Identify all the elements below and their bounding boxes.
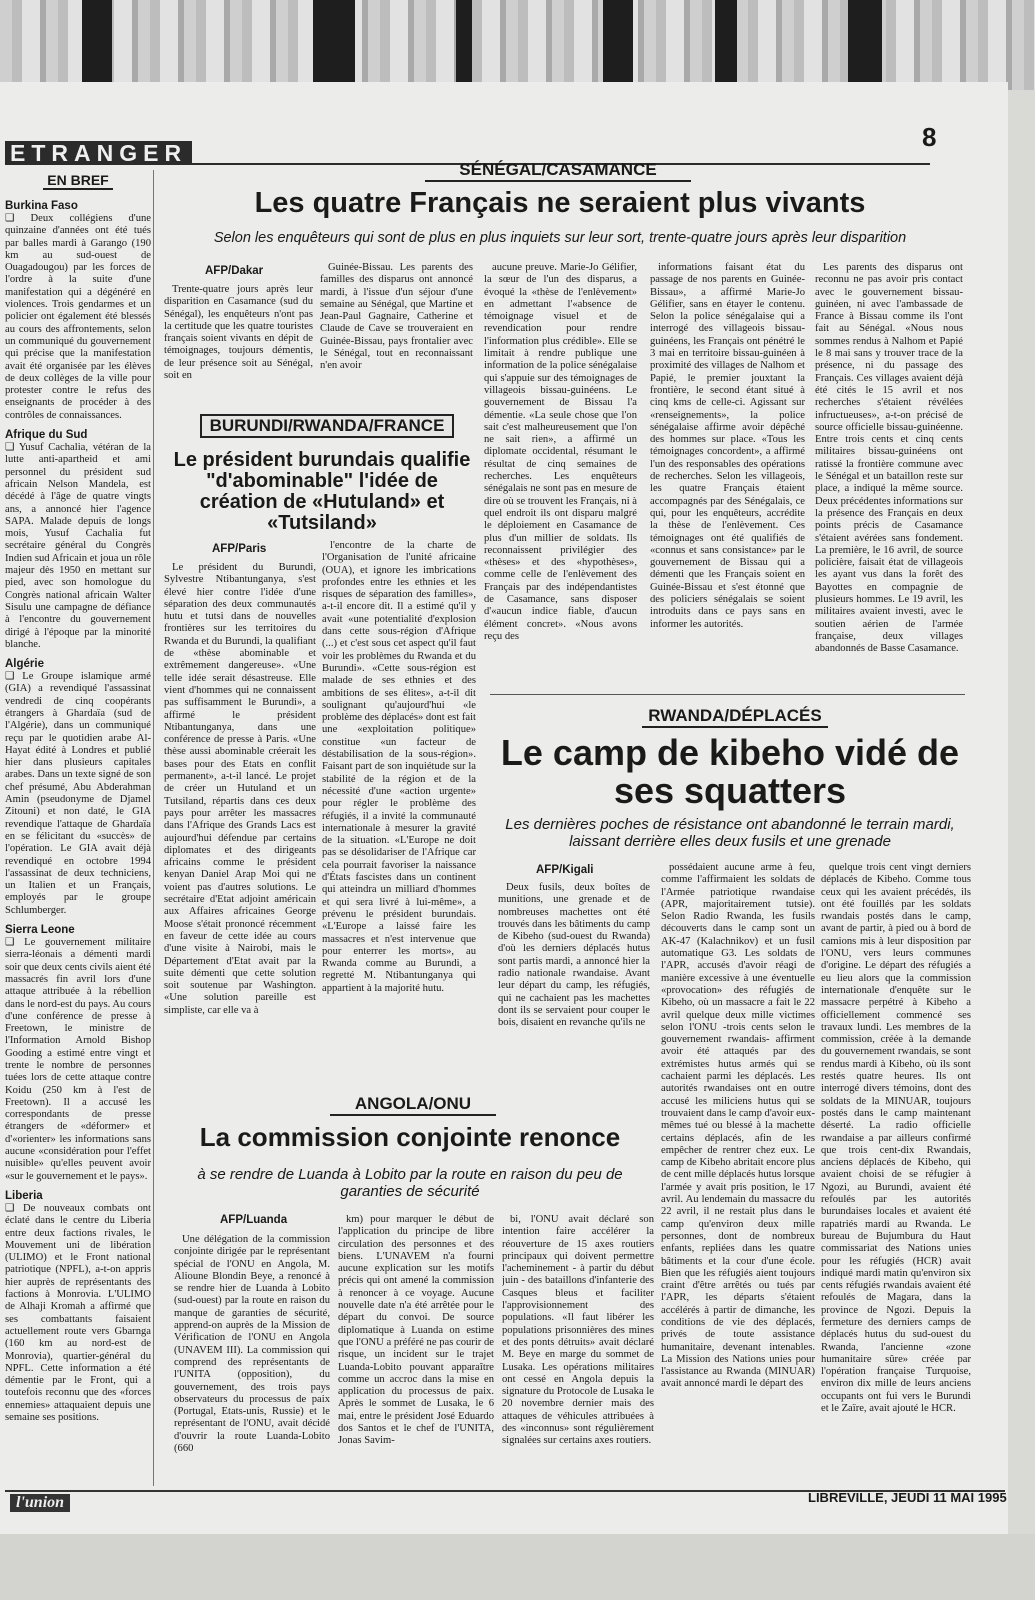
article-text: bi, l'ONU avait déclaré son intention faire accélérer la réouverture de 15 axes routiers principaux qui doivent permettre l'acheminement - à partir du début juin - des bataillons d'infanterie des Casques bleus et faciliter l'approvisionnement des populations. «Il faut libérer les populations prisonnières des mines et des ponts détruits» avait déclaré M. Beye en marge du sommet de Lusaka. Les opérations militaires ont cessé en Angola depuis la signature du Protocole de Lusaka le 20 novembre dernier mais des attaques de véhicules attribuées à des «inconnus» sont régulièrement signalées sur certains axes routiers. xyxy=(502,1214,654,1447)
article-headline: Le président burundais qualifie "d'abominable" l'idée de création de «Hutuland» et «Tutsiland» xyxy=(173,449,471,534)
article-text: Une délégation de la commission conjointe dirigée par le représentant spécial de l'ONU en Angola, M. Alioune Blondin Beye, a renoncé à se rendre hier de Luanda à Lobito (sud-ouest) par la route en raison du manque de garanties de sécurité, apprend-on auprès de la Mission de Vérification de l'ONU en Angola (UNAVEM III). La commission qui comprend des représentants de l'UNITA (opposition), du gouvernement, des trois pays observateurs du processus de paix (Portugal, Etats-unis, Russie) et le représentant de l'ONU, avait décidé d'ouvrir la route Luanda-Lobito (660 xyxy=(174,1234,330,1455)
article-column xyxy=(164,562,316,1086)
article-text: Guinée-Bissau. Les parents des familles des disparus ont annoncé mardi, à l'issue d'un séjour d'une semaine au Sénégal, que Martine et Jean-Paul Gagnaire, Catherine et Claude de Cave se trouveraient en Guinée-Bissau, pays frontalier avec le Sénégal, tout en reconnaissant n'en avoir xyxy=(320,262,473,372)
brief-text: ❑ De nouveaux combats ont éclaté dans le centre du Liberia entre deux factions rivales, le Mouvement uni de libération (ULIMO) et le Front national patriotique (NPFL), a-t-on appris hier auprès de représentants des factions à Monrovia. L'ULIMO de Alhaji Kromah a affirmé que ses combattants faisaient actuellement route vers Gbarnga (160 km au nord-est de Monrovia), quartier-général du NPFL. Cette information a été démentie par le Front, qui a toutefois reconnu que des «forces ennemies» attaquaient depuis une semaine ses positions. xyxy=(5,1202,151,1424)
brief-heading: Sierra Leone xyxy=(5,924,75,937)
article-column xyxy=(322,540,476,1086)
article-column xyxy=(650,262,805,692)
newspaper-logo: l'union xyxy=(10,1494,70,1512)
article-text: quelque trois cent vingt derniers déplacés de Kibeho. Comme tous ceux qui les avaient précédés, ils ont été fouillés par les soldats rwandais postés dans le camp, avant de partir, à pied ou à bord de camions mis à leur disposition par l'ONU, vers leurs communes d'origine. Le départ des réfugiés a eu lieu alors que la commission internationale d'enquête sur le massacre perpétré à Kibeho a officiellement commencé ses travaux lundi. Les membres de la commission, créée à la demande du gouvernement rwandais, se sont rendus mardi à Kibeho, où ils sont restés quatre heures. Ils ont interrogé divers témoins, dont des soldats de la MINUAR, toujours postés dans le camp maintenant déserté. La radio officielle rwandaise a par ailleurs confirmé que trois cent-dix Rwandais, anciens déplacés de Kibeho, qui avaient choisi de se réfugier à Ngozi, au Burundi, avaient été refoulés par les autorités burundaises locales et avaient été rapatriés mardi au Rwanda. Le bureau de Bujumbura du Haut commissariat des Nations unies pour les réfugiés (HCR) avait indiqué mardi matin qu'environ six cents réfugiés rwandais avaient été refoulés de Magara, dans la province de Ngozi. Depuis la fermeture des derniers camps de déplacés hutus du sud-ouest du Rwanda, l'ancienne «zone humanitaire sûre» créée par l'opération française Turquoise, environ dix mille de leurs anciens occupants ont fui vers le Burundi et le Zaïre, avait ajouté le HCR. xyxy=(821,862,971,1415)
background-strip-top xyxy=(0,0,1035,90)
article-text: aucune preuve. Marie-Jo Gélifier, la sœur de l'un des disparus, a évoqué la «thèse de l'enlèvement» en admettant l'«absence de témoignage visuel et de revendication pour rendre l'information plus crédible». Elle se limitait à rendre publique une information de la police sénégalaise qui s'appuie sur des témoignages de villageois bissau-guinéens. Le gouvernement de Bissau l'a démentie. «La seule chose que l'on sait c'est malheureusement que l'on ne sait rien», a affirmé un diplomate occidental, résumant le résultat de cinq semaines de recherches. Les enquêteurs sénégalais ne sont pas en mesure de dire où se trouvent les Français, ni à quel endroit ils ont disparu malgré le déploiement en Casamance de plus d'un millier de soldats. Ils reconnaissent privilégier des «thèses» et des «hypothèses», comme celle de l'enlèvement des Français par des indépendantistes de Casamance, sans disposer d'«aucun indice fiable, d'aucun élément concret». «Nous avons reçu des xyxy=(484,262,637,642)
article-deck: à se rendre de Luanda à Lobito par la route en raison du peu de garanties de sécurité xyxy=(197,1166,623,1201)
brief-heading: Burkina Faso xyxy=(5,200,78,212)
article-kicker: BURUNDI/RWANDA/FRANCE xyxy=(200,414,454,438)
article-text: informations faisant état du passage de nos parents en Guinée-Bissau», a affirmé Marie-Jo Gélifier, sans en étayer le contenu. Selon la police sénégalaise qui a interrogé des villageois bissau-guinéens, les Français ont pénétré le 3 mai en territoire bissau-guinéen à proximité des villages de Nalhom et Papié, le premier jouxtant la frontière, le second étant situé à cinq kms de celle-ci. Agissant sur «renseignements», la police sénégalaise affirme avoir dépêché des hommes sur place. «Tous les témoignages concordent», a affirmé l'un des responsables des opérations de recherches. Selon les villageois, les quatre Français étaient accompagnés par des Sénégalais, ce qui, pour les enquêteurs, accrédite la thèse de l'enlèvement. Ces témoignages ont été qualifiés de «connus et sans consistance» par le gouvernement de Bissau qui a démenti que les Français soient en Guinée-Bissau et s'est étonné que des policiers sénégalais se soient introduits dans ce pays sans en informer les autorités. xyxy=(650,262,805,630)
brief-column xyxy=(5,170,151,1486)
article-column xyxy=(498,882,650,1058)
article-byline: AFP/Kigali xyxy=(536,864,594,876)
article-byline: AFP/Paris xyxy=(212,543,267,555)
article-column xyxy=(821,862,971,1482)
article-rule xyxy=(490,694,965,695)
article-deck: Les dernières poches de résistance ont abandonné le terrain mardi, laissant derrière elles deux fusils et une grenade xyxy=(505,816,955,851)
brief-heading: Afrique du Sud xyxy=(5,429,88,442)
article-column xyxy=(164,284,313,398)
brief-heading: Algérie xyxy=(5,658,44,671)
dateline: LIBREVILLE, JEUDI 11 MAI 1995 xyxy=(808,1490,1007,1505)
article-kicker: RWANDA/DÉPLACÉS xyxy=(642,706,828,728)
article-text: l'encontre de la charte de l'Organisation de l'unité africaine (OUA), et ignore les imbrications profondes entre les ethnies et les risques de séparation des familles», a-t-il encore dit. Il a estimé qu'il y avait «une potentialité d'explosion dans cette sous-région d'Afrique (...) et c'est sous cet aspect qu'il faut voir les problèmes du Rwanda et du Burundi». «Cette sous-région est malade de ses ethnies et des ambitions de ses élites», a-t-il dit soulignant qu'aujourd'hui «le problème des déplacés» dont est fait une «exploitation politique» constitue «un facteur de déstabilisation de la sous-région». Faisant part de son inquiétude sur la stabilité de la région et de la nécessité d'une «action urgente» pour régler le problème des réfugiés, il a invité la communauté internationale à mesurer la gravité de la situation. «L'Europe ne doit pas se désolidariser de l'Afrique car cela pourrait favoriser la naissance d'États fascistes dans un continent qui atteindra un milliard d'hommes et qui sera livré à lui-même», a prévenu le président burundais. «L'Europe a laissé faire les massacres et n'est intervenue que pour enterrer les morts», au Rwanda comme au Burundi, a regretté M. Ntibantunganya qui appartient à la majorité hutu. xyxy=(322,540,476,994)
article-column xyxy=(661,862,815,1482)
brief-text: ❑ Yusuf Cachalia, vétéran de la lutte anti-apartheid et ami personnel du président sud africain Nelson Mandela, est décédé à l'âge de quatre vingts ans, a annoncé hier l'agence SAPA. Malade depuis de longs mois, Yusuf Cachalia fut secrétaire général du Congrès Indien sud Africain et joua un rôle majeur dès 1950 en mettant sur pied, avec son homologue du Congrès national africain Walter Sisulu une campagne de défiance à l'encontre du gouvernement dirigé à l'époque par la minorité blanche. xyxy=(5,442,151,650)
article-text: km) pour marquer le début de l'application du principe de libre circulation des personnes et des biens. L'UNAVEM n'a fourni aucune explication sur les motifs précis qui ont amené la commission à renoncer à ce voyage. Aucune nouvelle date n'a été arrêtée pour le départ du convoi. De source diplomatique à Luanda on estime que l'ONU a préféré ne pas courir de risque, un incident sur le trajet Luanda-Lobito pouvant apparaître comme un accroc dans la mise en application du processus de paix. Après le sommet de Lusaka, le 6 mai, entre le président José Eduardo dos Santos et le chef de l'UNITA, Jonas Savim- xyxy=(338,1214,494,1447)
article-column xyxy=(320,262,473,398)
article-text: possédaient aucune arme à feu, comme l'affirmaient les soldats de l'Armée patriotique rwandaise (APR, majoritairement tutsie). Selon Radio Rwanda, les fusils découverts dans le camp sont un AK-47 (Kalachnikov) et un fusil automatique G3. Les soldats de l'APR, accusés d'avoir réagi de manière excessive à une éventuelle «provocation» des réfugiés de Kibeho, où un massacre a fait le 22 avril quelque deux mille victimes selon l'ONU -trois cents selon le gouvernement rwandais- affirment avoir été attaqués par des extrémistes hutus armés qui se cachaient parmi les déplacés. Les autorités rwandaises ont en outre accusé les miliciens hutus qui se trouvaient dans le camp d'avoir eux-mêmes tué ou blessé à la machette certains déplacés, afin de les empêcher de rentrer chez eux. Le camp de Kibeho abritait encore plus de cent mille déplacés hutus lorsque l'armée y avait pris position, le 17 avril. Au lendemain du massacre du 22 avril, il ne restait plus dans le camp qu'environ deux mille personnes, dont de nombreux enfants, repliées dans les quatre bâtiments et la cour d'une école. Bien que les réfugiés aient toujours craint d'être arrêtés ou tués par l'APR, les départs s'étaient accélérés à partir de dimanche, les conditions de vie des déplacés, privés de toute assistance humanitaire, devenant intenables. La Mission des Nations unies pour l'assistance au Rwanda (MINUAR) avait annoncé mardi le départ des xyxy=(661,862,815,1390)
article-byline: AFP/Dakar xyxy=(205,265,264,277)
article-column xyxy=(502,1214,654,1484)
article-kicker: ANGOLA/ONU xyxy=(330,1094,496,1116)
page-number: 8 xyxy=(922,122,937,152)
article-headline: Le camp de kibeho vidé de ses squatters xyxy=(500,732,960,811)
brief-text: ❑ Le gouvernement militaire sierra-léonais a démenti mardi soir que deux cents civils aient été massacrés fin avril lors d'une attaque attribuée à la rébellion dans le nord-est du pays. Au cours d'une conférence de presse à Freetown, le ministre de l'Information Arnold Bishop Gooding a estimé entre vingt et trente le nombre de personnes tuées lors de cette attaque contre Koidu (250 km à l'est de Freetown). Il a accusé les correspondants de presse étrangers de «déformer» et d'«orienter» les informations sans aucune «considération pour l'effet nuisible» qu'elles peuvent avoir «sur le gouvernement et le pays». xyxy=(5,937,151,1182)
article-byline: AFP/Luanda xyxy=(220,1214,288,1226)
article-text: Les parents des disparus ont reconnu ne pas avoir pris contact avec le gouvernement bissau-guinéen, ni avec l'ambassade de France à Bissau comme ils l'ont fait au Sénégal. «Nous nous sommes rendus à Nalhom et Papié le 8 mai sans y trouver trace de la présence, ni du passage des Français. Ces villages avaient déjà été cités le 15 avril et nos recherches s'étaient révélées infructueuses», a-t-on précisé de source officielle bissau-guinéenne. Entre trois cents et cinq cents militaires bissau-guinéens ont ratissé la frontière commune avec le Sénégal et un bataillon reste sur place, a indiqué la même source. Deux précédentes informations sur la présence des Français en deux points précis de Casamance s'étaient avérées sans fondement. La première, le 16 avril, de source policière, faisait état de villageois les ayant vus dans la forêt des Bayottes en compagnie de plusieurs hommes. Le 19 avril, les militaires avaient investi, avec le soutien aérien de l'armée française, deux villages abandonnés de Basse Casamance. xyxy=(815,262,963,655)
article-text: Le président du Burundi, Sylvestre Ntibantunganya, s'est élevé hier contre l'idée d'une séparation des deux communautés hutu et tutsi dans de nouvelles frontières sur les territoires du Rwanda et du Burundi, la qualifiant de «thèse abominable et extrêmement dangereuse». «Une telle idée serait désastreuse. Elle vient d'hommes qui ne connaissent pas suffisamment le Burundi», a affirmé le président Ntibantunganya, dans une conférence de presse à Paris. «Une thèse aussi abominable créerait les bases pour des Etats en conflit permanent», a-t-il lancé. Le projet de créer un Hutuland et un Tutsiland, répartis dans ces deux pays pour arrêter les massacres dans l'Afrique des Grands Lacs est aujourd'hui défendue par certains diplomates et des dirigeants africains comme le président kenyan Daniel Arap Moi qui ne voient pas d'autres solutions. Le secrétaire d'Etat adjoint américain aux Affaires africaines George Moose s'était prononcé récemment en faveur de cette idée au cours d'une visite à Nairobi, mais le Département d'Etat avait par la suite démenti que cette solution soit soutenue par Washington. «Une solution pareille est simpliste, car elle va à xyxy=(164,562,316,1016)
column-divider xyxy=(153,170,154,1486)
article-headline: La commission conjointe renonce xyxy=(199,1122,621,1152)
article-text: Trente-quatre jours après leur disparition en Casamance (sud du Sénégal), les enquêteurs n'ont pas la certitude que les quatre touristes français soient vivants en dépit de témoignages, toujours démentis, de leur présence soit au Sénégal, soit en xyxy=(164,284,313,382)
background-strip-bottom xyxy=(0,1534,1035,1600)
brief-title: EN BREF xyxy=(43,172,113,190)
article-column xyxy=(484,262,637,692)
article-column xyxy=(174,1234,330,1484)
brief-text: ❑ Deux collégiens d'une quinzaine d'années ont été tués par balles mardi à Garango (190 km au sud-ouest de Ouagadougou) par les forces de l'ordre à la suite d'une manifestation qui a dégénéré en violences. Trois gendarmes et un policier ont également été blessés au cours des affrontements, selon un communiqué du gouvernement qui précise que la manifestation avait été organisée par les élèves de deux collèges de la ville pour protester contre le refus des enseignants de procéder à des contrôles de connaissances. xyxy=(5,213,151,421)
section-label: ETRANGER xyxy=(5,141,192,165)
brief-text: ❑ Le Groupe islamique armé (GIA) a revendiqué l'assassinat vendredi de cinq coopérants étrangers à Ghardaïa (sud de l'Algérie), dans un communiqué reçu par le quotidien arabe Al-Hayat édité à Londres et publié hier dans plusieurs capitales arabes. Dans un texte signé de son chef présumé, Abu Abderahman Amin (pseudonyme de Djamel Zitouni) et non daté, le GIA revendique l'attaque de Ghardaïa en se félicitant du «succès» de l'opération. Le GIA avait déjà revendiqué en octobre 1994 l'assassinat de deux techniciens, un Italien et un Français, employés par le groupe Schlumberger. xyxy=(5,671,151,916)
article-column xyxy=(815,262,963,692)
article-column xyxy=(338,1214,494,1484)
article-headline: Les quatre Français ne seraient plus vivants xyxy=(254,187,866,219)
brief-heading: Liberia xyxy=(5,1189,43,1202)
article-text: Deux fusils, deux boîtes de munitions, une grenade et de nombreuses machettes ont été trouvés dans les bâtiments du camp de Kibeho (sud-ouest du Rwanda) d'où les derniers déplacés hutus sont partis mardi, a annoncé hier la radio nationale rwandaise. Avant leur départ du camp, les réfugiés, qui ne cachaient pas les machettes dont ils se servaient pour couper le bois, disaient en revanche qu'ils ne xyxy=(498,882,650,1029)
article-deck: Selon les enquêteurs qui sont de plus en plus inquiets sur leur sort, trente-quatre jours après leur disparition xyxy=(213,230,907,246)
article-kicker: SÉNÉGAL/CASAMANCE xyxy=(425,160,691,182)
